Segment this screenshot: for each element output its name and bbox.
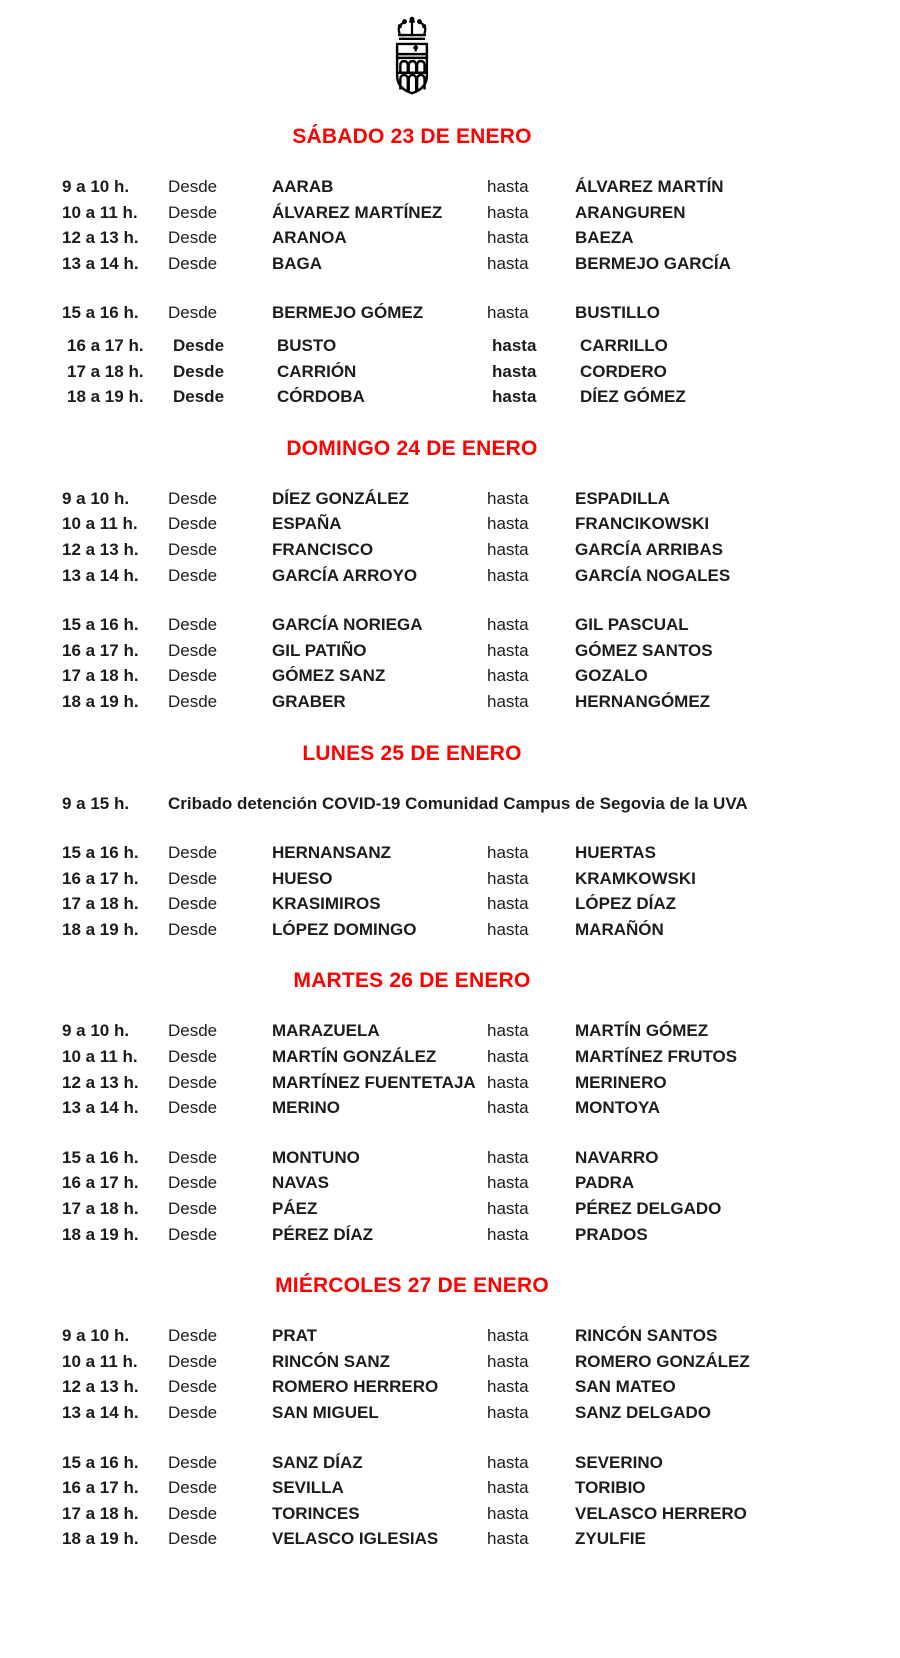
from-label: Desde (168, 303, 218, 323)
from-name: TORINCES (272, 1503, 360, 1523)
to-label: hasta (487, 1173, 529, 1193)
to-label: hasta (487, 1147, 529, 1167)
to-label: hasta (487, 615, 529, 635)
from-name: ROMERO HERRERO (272, 1377, 439, 1397)
from-name: SANZ DÍAZ (272, 1452, 363, 1472)
from-label: Desde (168, 868, 218, 888)
from-label: Desde (168, 843, 218, 863)
from-label: Desde (168, 1351, 218, 1371)
schedule-row (62, 1349, 862, 1375)
time-cell: 17 a 18 h. (62, 1199, 139, 1219)
note-text: Cribado detención COVID-19 Comunidad Campus de Segovia de la UVA (168, 793, 748, 813)
from-label: Desde (168, 1047, 218, 1067)
to-name: KRAMKOWSKI (575, 868, 696, 888)
to-name: RINCÓN SANTOS (575, 1326, 718, 1346)
from-label: Desde (168, 1452, 218, 1472)
from-label: Desde (168, 565, 218, 585)
time-cell: 10 a 11 h. (62, 514, 138, 534)
from-label: Desde (168, 1173, 218, 1193)
to-name: CORDERO (580, 361, 667, 381)
schedule-row (62, 359, 862, 385)
schedule-row (62, 1374, 862, 1400)
to-name: ROMERO GONZÁLEZ (575, 1351, 750, 1371)
schedule-row (62, 638, 862, 664)
to-label: hasta (487, 1478, 529, 1498)
from-name: SAN MIGUEL (272, 1403, 379, 1422)
schedule-row (62, 1475, 862, 1501)
from-name: ESPAÑA (272, 514, 342, 534)
to-name: MERINERO (575, 1072, 667, 1092)
section-title: MARTES 26 DE ENERO (293, 969, 531, 993)
schedule-row (62, 537, 862, 563)
from-label: Desde (168, 1529, 218, 1549)
from-name: PÁEZ (272, 1199, 318, 1219)
to-name: MARTÍN GÓMEZ (575, 1021, 709, 1041)
from-name: KRASIMIROS (272, 894, 381, 914)
to-label: hasta (487, 253, 529, 273)
from-name: GARCÍA NORIEGA (272, 615, 423, 635)
time-cell: 13 a 14 h. (62, 1098, 139, 1118)
time-cell: 9 a 10 h. (62, 1021, 130, 1041)
schedule-row (62, 689, 862, 715)
from-name: RINCÓN SANZ (272, 1351, 391, 1371)
schedule-row (62, 200, 862, 226)
section-title: MIÉRCOLES 27 DE ENERO (275, 1274, 549, 1298)
to-name: GIL PASCUAL (575, 615, 689, 635)
schedule-row (62, 1501, 862, 1527)
to-name: PRADOS (575, 1224, 648, 1244)
schedule-row (62, 1070, 862, 1096)
time-cell: 16 a 17 h. (62, 1173, 139, 1193)
to-name: PÉREZ DELGADO (575, 1199, 722, 1219)
to-label: hasta (487, 1403, 529, 1422)
schedule-row (62, 1450, 862, 1476)
to-label: hasta (487, 1351, 529, 1371)
section-title: DOMINGO 24 DE ENERO (286, 436, 538, 460)
time-cell: 12 a 13 h. (62, 228, 139, 248)
to-name: MARTÍNEZ FRUTOS (575, 1047, 738, 1067)
from-name: MARAZUELA (272, 1021, 380, 1041)
time-cell: 13 a 14 h. (62, 565, 139, 585)
to-label: hasta (487, 868, 529, 888)
to-name: GÓMEZ SANTOS (575, 640, 713, 660)
time-cell: 15 a 16 h. (62, 615, 139, 635)
to-label: hasta (487, 1021, 529, 1041)
from-label: Desde (168, 539, 218, 559)
to-name: BERMEJO GARCÍA (575, 253, 731, 273)
schedule-row (62, 1044, 862, 1070)
from-label: Desde (168, 640, 218, 660)
schedule-group (62, 840, 862, 942)
to-name: ZYULFIE (575, 1529, 646, 1549)
schedule-group (62, 791, 862, 817)
to-label: hasta (487, 1072, 529, 1092)
from-label: Desde (173, 387, 225, 407)
schedule-row (62, 1526, 862, 1552)
from-label: Desde (168, 228, 218, 248)
time-cell: 18 a 19 h. (62, 1529, 139, 1549)
time-cell: 16 a 17 h. (62, 1478, 139, 1498)
to-label: hasta (487, 177, 529, 196)
schedule-row (62, 917, 862, 943)
from-name: ARANOA (272, 228, 347, 248)
section-title: SÁBADO 23 DE ENERO (292, 125, 532, 148)
time-cell: 15 a 16 h. (62, 303, 139, 323)
to-name: NAVARRO (575, 1147, 659, 1167)
time-cell: 9 a 10 h. (62, 488, 130, 508)
to-name: GARCÍA ARRIBAS (575, 539, 723, 559)
from-name: BAGA (272, 253, 323, 273)
time-cell: 13 a 14 h. (62, 1403, 139, 1422)
schedule-row (62, 1323, 862, 1349)
time-cell: 17 a 18 h. (62, 666, 139, 686)
to-label: hasta (487, 1199, 529, 1219)
to-label: hasta (487, 843, 529, 863)
to-name: TORIBIO (575, 1478, 646, 1498)
schedule-row (62, 791, 862, 817)
to-name: LÓPEZ DÍAZ (575, 894, 677, 914)
time-cell: 18 a 19 h. (62, 919, 139, 939)
schedule-row (62, 1145, 862, 1171)
time-cell: 16 a 17 h. (62, 868, 139, 888)
from-label: Desde (168, 1147, 218, 1167)
section-title: LUNES 25 DE ENERO (302, 741, 522, 765)
to-name: BUSTILLO (575, 303, 660, 323)
segovia-coat-of-arms-icon (382, 16, 442, 96)
time-cell: 15 a 16 h. (62, 1452, 139, 1472)
from-label: Desde (168, 1377, 218, 1397)
from-label: Desde (168, 1224, 218, 1244)
schedule-row (62, 866, 862, 892)
to-label: hasta (487, 303, 529, 323)
schedule-row (62, 174, 862, 200)
to-label: hasta (487, 1224, 529, 1244)
from-label: Desde (168, 691, 218, 711)
schedule-group (62, 1145, 862, 1247)
to-name: VELASCO HERRERO (575, 1503, 747, 1523)
time-cell: 12 a 13 h. (62, 1377, 139, 1397)
to-label: hasta (487, 514, 529, 534)
to-label: hasta (487, 666, 529, 686)
from-label: Desde (168, 894, 218, 914)
from-label: Desde (168, 1403, 218, 1422)
schedule-group (62, 612, 862, 714)
from-name: GIL PATIÑO (272, 640, 367, 660)
from-name: ÁLVAREZ MARTÍNEZ (272, 202, 443, 222)
schedule-row (62, 1018, 862, 1044)
from-name: PRAT (272, 1326, 318, 1346)
schedule-row (62, 1196, 862, 1222)
to-label: hasta (487, 919, 529, 939)
schedule-row (62, 663, 862, 689)
time-cell: 12 a 13 h. (62, 1072, 139, 1092)
to-name: GARCÍA NOGALES (575, 565, 731, 585)
from-label: Desde (168, 1199, 218, 1219)
to-name: DÍEZ GÓMEZ (580, 387, 686, 407)
time-cell: 16 a 17 h. (67, 335, 144, 355)
time-cell: 9 a 10 h. (62, 1326, 130, 1346)
to-name: FRANCIKOWSKI (575, 514, 710, 534)
to-label: hasta (487, 1326, 529, 1346)
to-name: HUERTAS (575, 843, 656, 863)
to-label: hasta (487, 1503, 529, 1523)
schedule-group (62, 174, 862, 276)
to-label: hasta (487, 488, 529, 508)
time-cell: 17 a 18 h. (62, 894, 139, 914)
schedule-row (62, 511, 862, 537)
from-name: LÓPEZ DOMINGO (272, 919, 417, 939)
to-label: hasta (487, 228, 529, 248)
from-name: VELASCO IGLESIAS (272, 1529, 439, 1549)
from-name: CARRIÓN (277, 361, 357, 381)
to-name: SANZ DELGADO (575, 1403, 711, 1422)
from-name: DÍEZ GONZÁLEZ (272, 488, 409, 508)
schedule-row (62, 891, 862, 917)
logo-row (62, 16, 762, 98)
from-label: Desde (168, 488, 218, 508)
to-label: hasta (487, 691, 529, 711)
from-label: Desde (168, 1098, 218, 1118)
time-cell: 13 a 14 h. (62, 253, 139, 273)
from-name: MERINO (272, 1098, 340, 1118)
from-label: Desde (168, 1503, 218, 1523)
schedule-row (62, 333, 862, 359)
to-name: PADRA (575, 1173, 635, 1193)
time-cell: 10 a 11 h. (62, 202, 138, 222)
from-label: Desde (168, 1478, 218, 1498)
schedule-row (62, 1170, 862, 1196)
schedule-group (62, 300, 862, 409)
from-name: GÓMEZ SANZ (272, 666, 386, 686)
to-name: ÁLVAREZ MARTÍN (575, 177, 724, 196)
from-name: SEVILLA (272, 1478, 344, 1498)
schedule-row (62, 1222, 862, 1248)
time-cell: 9 a 10 h. (62, 177, 130, 196)
time-cell: 15 a 16 h. (62, 1147, 139, 1167)
to-label: hasta (487, 565, 529, 585)
to-label: hasta (487, 539, 529, 559)
schedule-row (62, 251, 862, 277)
time-cell: 18 a 19 h. (62, 691, 139, 711)
from-label: Desde (168, 1021, 218, 1041)
to-label: hasta (487, 640, 529, 660)
to-name: MONTOYA (575, 1098, 661, 1118)
to-label: hasta (487, 202, 529, 222)
schedule-row (62, 300, 862, 326)
to-label: hasta (492, 387, 537, 407)
from-label: Desde (173, 361, 225, 381)
time-cell: 12 a 13 h. (62, 539, 139, 559)
from-name: PÉREZ DÍAZ (272, 1224, 374, 1244)
to-label: hasta (487, 894, 529, 914)
time-cell: 15 a 16 h. (62, 843, 139, 863)
from-name: GRABER (272, 691, 346, 711)
to-name: HERNANGÓMEZ (575, 691, 711, 711)
from-name: HUESO (272, 868, 333, 888)
schedule-row (62, 1400, 862, 1426)
to-name: ARANGUREN (575, 202, 686, 222)
schedule-group (62, 1450, 862, 1552)
to-label: hasta (487, 1452, 529, 1472)
from-name: HERNANSANZ (272, 843, 391, 863)
time-cell: 10 a 11 h. (62, 1351, 138, 1371)
from-name: MARTÍNEZ FUENTETAJA (272, 1072, 476, 1092)
from-label: Desde (168, 253, 218, 273)
to-name: SEVERINO (575, 1452, 663, 1472)
from-label: Desde (168, 615, 218, 635)
to-label: hasta (487, 1047, 529, 1067)
from-label: Desde (168, 514, 218, 534)
to-label: hasta (492, 361, 537, 381)
from-name: FRANCISCO (272, 539, 374, 559)
schedule-row (62, 486, 862, 512)
to-name: BAEZA (575, 228, 634, 248)
schedule-group (62, 1018, 862, 1120)
from-name: GARCÍA ARROYO (272, 565, 418, 585)
time-cell: 17 a 18 h. (62, 1503, 139, 1523)
schedule-row (62, 384, 862, 410)
time-cell: 18 a 19 h. (62, 1224, 139, 1244)
schedule-row (62, 612, 862, 638)
from-label: Desde (168, 1326, 218, 1346)
time-cell: 10 a 11 h. (62, 1047, 138, 1067)
to-label: hasta (487, 1098, 529, 1118)
time-cell: 9 a 15 h. (62, 793, 130, 813)
from-label: Desde (168, 202, 218, 222)
to-name: MARAÑÓN (575, 919, 664, 939)
schedule-group (62, 1323, 862, 1425)
from-label: Desde (168, 666, 218, 686)
from-name: MARTÍN GONZÁLEZ (272, 1047, 437, 1067)
to-label: hasta (487, 1529, 529, 1549)
from-label: Desde (173, 335, 225, 355)
to-label: hasta (492, 335, 537, 355)
time-cell: 17 a 18 h. (67, 361, 144, 381)
from-name: AARAB (272, 177, 334, 196)
from-name: MONTUNO (272, 1147, 360, 1167)
from-name: BERMEJO GÓMEZ (272, 303, 424, 323)
to-name: CARRILLO (580, 335, 668, 355)
schedule-row (62, 225, 862, 251)
to-name: ESPADILLA (575, 488, 671, 508)
from-label: Desde (168, 919, 218, 939)
to-label: hasta (487, 1377, 529, 1397)
to-name: SAN MATEO (575, 1377, 676, 1397)
schedule-group (62, 486, 862, 588)
schedule-row (62, 563, 862, 589)
from-name: BUSTO (277, 335, 337, 355)
from-label: Desde (168, 177, 218, 196)
schedule-row (62, 840, 862, 866)
from-name: CÓRDOBA (277, 387, 365, 407)
schedule-row (62, 1095, 862, 1121)
time-cell: 18 a 19 h. (67, 387, 144, 407)
from-label: Desde (168, 1072, 218, 1092)
to-name: GOZALO (575, 666, 648, 686)
from-name: NAVAS (272, 1173, 329, 1193)
time-cell: 16 a 17 h. (62, 640, 139, 660)
